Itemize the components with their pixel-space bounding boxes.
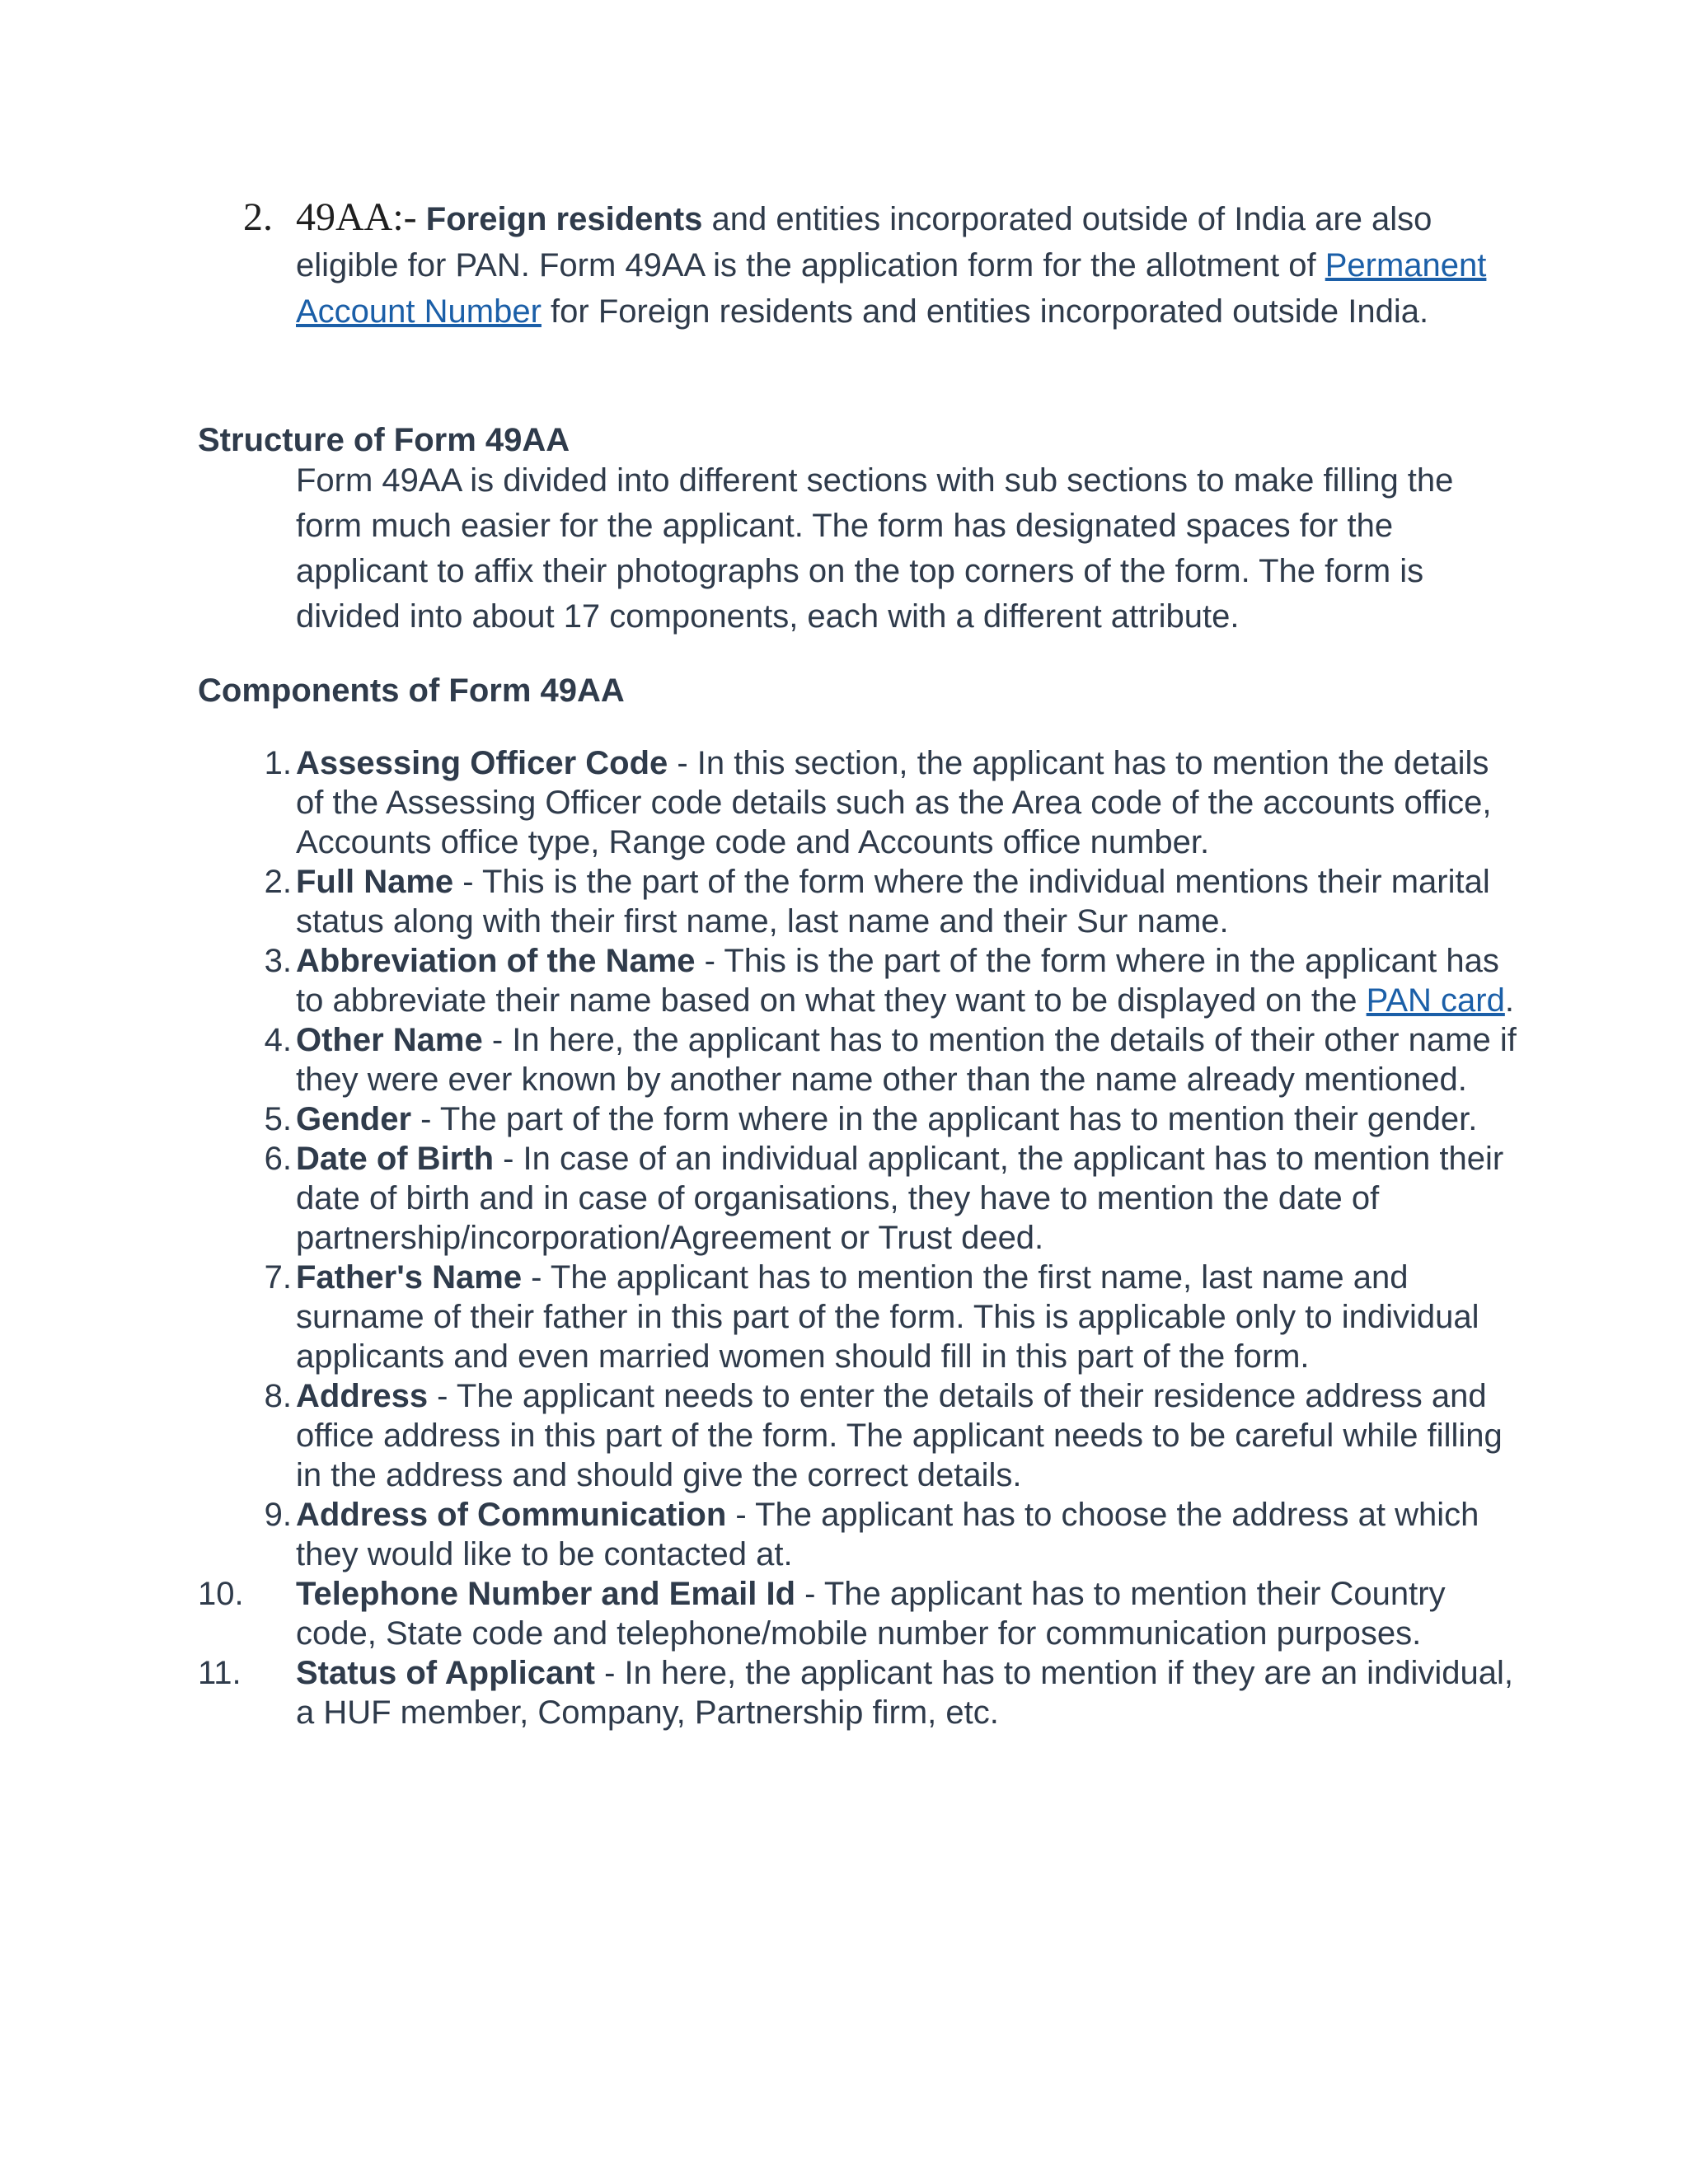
list-item-title: Address of Communication — [296, 1497, 727, 1533]
list-item-title: Abbreviation of the Name — [296, 943, 696, 979]
list-item — [198, 862, 1517, 941]
list-item-text-after: . — [1504, 982, 1514, 1019]
list-item-title: Full Name — [296, 864, 454, 900]
list-item-title: Status of Applicant — [296, 1655, 595, 1691]
list-item-text: - The applicant needs to enter the details of their residence address and office address in this part of the form. The applicant needs to be careful while filling in the address and should give the correct details. — [296, 1378, 1503, 1493]
list-item-text: - In case of an individual applicant, the applicant has to mention their date of birth and in case of organisations, they have to mention the date of partnership/incorporation/Agreement or Trust deed. — [296, 1141, 1504, 1256]
list-item-number: 4. — [264, 1022, 292, 1058]
list-item-text: - The applicant has to mention the first name, last name and surname of their father in this part of the form. This is applicable only to individual applicants and even married women should fill in this part of the form. — [296, 1259, 1479, 1375]
intro-text-2: for Foreign residents and entities incorporated outside India. — [541, 293, 1429, 330]
intro-bold-term: Foreign residents — [425, 201, 703, 237]
list-item-number: 8. — [264, 1378, 292, 1414]
intro-body — [296, 194, 1512, 335]
list-item-number: 1. — [264, 745, 292, 781]
list-item — [198, 743, 1517, 862]
intro-text-1: and entities incorporated outside of India are also eligible for PAN. Form 49AA is the application form for the allotment of — [296, 201, 1432, 284]
structure-body: Form 49AA is divided into different sections with sub sections to make filling the form much easier for the applicant. The form has designated spaces for the applicant to affix their photographs on the top corners of the form. The form is divided into about 17 components, each with a different attribute. — [296, 462, 1454, 635]
list-item-title: Father's Name — [296, 1259, 523, 1296]
pan-card-link[interactable]: PAN card — [1366, 982, 1505, 1019]
list-item-title: Other Name — [296, 1022, 483, 1058]
list-item — [198, 1574, 1517, 1653]
list-item-text: - The applicant has to choose the address at which they would like to be contacted at. — [296, 1497, 1479, 1572]
list-item-text: - The applicant has to mention their Country code, State code and telephone/mobile number for communication purposes. — [296, 1576, 1446, 1652]
intro-number: 2. — [243, 195, 273, 239]
list-item-text: - This is the part of the form where in the applicant has to abbreviate their name based on what they want to be displayed on the — [296, 943, 1499, 1019]
list-item-number: 7. — [264, 1259, 292, 1296]
components-heading: Components of Form 49AA — [198, 673, 625, 709]
list-item-text: - In here, the applicant has to mention if they are an individual, a HUF member, Company, Partnership firm, etc. — [296, 1655, 1513, 1731]
list-item-number: 9. — [264, 1497, 292, 1533]
list-item-title: Address — [296, 1378, 429, 1414]
list-item — [198, 1099, 1517, 1139]
list-item-title: Date of Birth — [296, 1141, 494, 1177]
list-item-text: - This is the part of the form where the individual mentions their marital status along with their first name, last name and their Sur name. — [296, 864, 1490, 940]
intro-form-code: 49AA:- — [296, 195, 417, 239]
list-item — [198, 1495, 1517, 1574]
list-item-text: - In here, the applicant has to mention the details of their other name if they were ever known by another name other than the name already mentioned. — [296, 1022, 1517, 1098]
list-item-text: - The part of the form where in the applicant has to mention their gender. — [411, 1101, 1478, 1137]
list-item-title: Gender — [296, 1101, 412, 1137]
list-item-text: - In this section, the applicant has to mention the details of the Assessing Officer code details such as the Area code of the accounts office, Accounts office type, Range code and Accounts office number. — [296, 745, 1492, 860]
list-item — [198, 1376, 1517, 1495]
list-item-number: 11. — [198, 1655, 241, 1691]
list-item-number: 5. — [264, 1101, 292, 1137]
list-item — [198, 1139, 1517, 1258]
list-item — [198, 941, 1517, 1020]
list-item — [198, 1020, 1517, 1099]
list-item-title: Telephone Number and Email Id — [296, 1576, 796, 1612]
permanent-account-number-link[interactable]: Permanent Account Number — [296, 247, 1487, 330]
intro-paragraph — [243, 194, 1512, 335]
list-item-number: 6. — [264, 1141, 292, 1177]
list-item-title: Assessing Officer Code — [296, 745, 668, 781]
components-list — [198, 743, 1517, 1732]
list-item-number: 3. — [264, 943, 292, 979]
list-item-number: 2. — [264, 864, 292, 900]
list-item — [198, 1258, 1517, 1376]
list-item-number: 10. — [198, 1576, 244, 1612]
list-item — [198, 1653, 1517, 1732]
structure-heading: Structure of Form 49AA — [198, 422, 570, 458]
